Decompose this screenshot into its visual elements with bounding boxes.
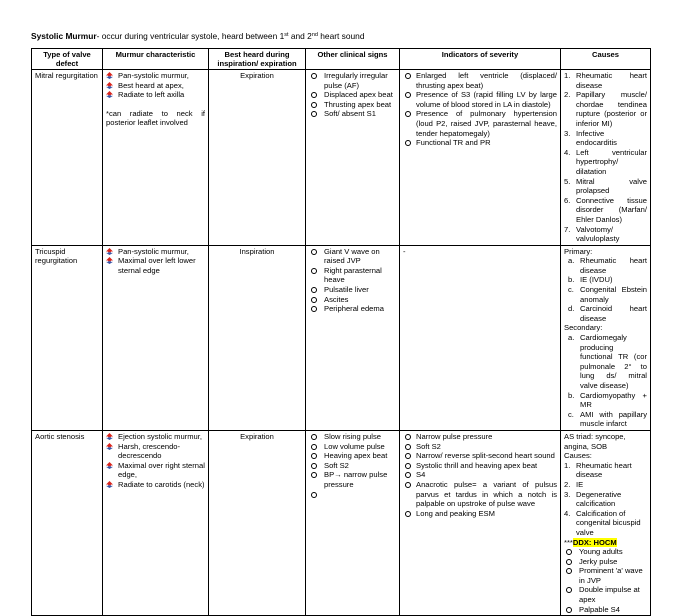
list-item-text: Cardiomegaly producing functional TR (cor pulmonale 2° to lung ds/ mitral valve disease)	[580, 333, 647, 390]
primary-label: Primary:	[564, 246, 593, 256]
list-item-text: Soft S2	[416, 441, 441, 451]
item-number: 4.	[564, 508, 571, 518]
bullet-list	[403, 71, 557, 148]
list-item-text: Right parasternal heave	[324, 265, 382, 285]
item-number: 2.	[564, 90, 571, 100]
list-item	[106, 442, 205, 461]
bullet-arrow-icon	[106, 433, 113, 440]
list-item-text: Maximal over left lower sternal edge	[118, 256, 196, 275]
list-item	[564, 148, 647, 177]
list-item	[106, 90, 205, 100]
bullet-arrow-icon	[106, 443, 113, 450]
list-item	[403, 509, 557, 519]
bullet-arrow-icon	[106, 72, 113, 79]
list-item	[106, 461, 205, 480]
list-item-text: Palpable S4	[579, 604, 620, 614]
list-item	[106, 256, 205, 275]
list-item	[309, 295, 396, 305]
header-cell: Type of valve defect	[32, 49, 103, 70]
list-item	[106, 432, 205, 442]
list-item-text: Maximal over right sternal edge,	[118, 460, 205, 480]
list-item	[309, 490, 396, 500]
defect-cell: Aortic stenosis	[32, 430, 103, 615]
lettered-list	[564, 333, 647, 429]
table-row-mitral	[32, 70, 651, 246]
list-item-text: Narrow/ reverse split-second heart sound	[416, 451, 555, 461]
causes-label: Causes:	[564, 451, 592, 461]
list-item	[309, 432, 396, 442]
list-item-text: Rheumatic heart disease	[576, 460, 632, 480]
list-item-text: Connective tissue disorder (Marfan/ Ehler Danlos)	[576, 195, 647, 224]
bullet-circle-icon	[566, 607, 572, 613]
list-item-text: Papillary muscle/ chordae tendinea rupture (posterior or inferior MI)	[576, 90, 647, 128]
severity-cell	[400, 430, 561, 615]
list-item-text: Soft S2	[324, 460, 349, 470]
list-item	[106, 81, 205, 91]
bullet-circle-icon	[566, 559, 572, 565]
list-item	[564, 410, 647, 429]
list-item-text: Jerky pulse	[579, 556, 618, 566]
list-item-text: Young adults	[579, 547, 623, 557]
list-item-text: Ejection systolic murmur,	[118, 431, 202, 441]
list-item	[403, 138, 557, 148]
bullet-circle-icon	[566, 568, 572, 574]
bullet-circle-icon	[405, 453, 411, 459]
item-number: 1.	[564, 71, 571, 80]
item-number: 3.	[564, 489, 571, 499]
list-item	[564, 196, 647, 225]
bullet-circle-icon	[405, 444, 411, 450]
list-item	[403, 480, 557, 509]
list-item	[309, 304, 396, 314]
list-item	[309, 442, 396, 452]
header-cell: Indicators of severity	[400, 49, 561, 70]
list-item-text: Degenerative calcification	[576, 489, 622, 509]
list-item	[106, 480, 205, 490]
bullet-arrow-icon	[106, 462, 113, 469]
list-item-text: Low volume pulse	[324, 441, 385, 451]
bullet-circle-icon	[311, 472, 317, 478]
bullet-circle-icon	[311, 111, 317, 117]
list-item-text: Harsh, crescendo-decrescendo	[118, 441, 181, 461]
list-item	[564, 509, 647, 538]
list-item	[403, 71, 557, 90]
list-item	[564, 333, 647, 391]
list-item	[564, 285, 647, 304]
list-item-text: Ascites	[324, 294, 349, 304]
list-item-text: IE (IVDU)	[580, 275, 613, 285]
item-number: 6.	[564, 195, 571, 205]
bullet-circle-icon	[311, 249, 317, 255]
numbered-list	[564, 461, 647, 538]
list-item-text: Infective endocarditis	[576, 128, 617, 148]
list-item-text: Carcinoid heart disease	[580, 304, 647, 323]
header-cell: Best heard during inspiration/ expiration	[209, 49, 306, 70]
list-item-text: Calcification of congenital bicuspid valve	[576, 508, 641, 537]
bullet-circle-icon	[405, 472, 411, 478]
list-item-text: Prominent 'a' wave in JVP	[579, 566, 643, 585]
as-triad: AS triad: syncope, angina, SOB	[564, 431, 626, 451]
list-item-text	[324, 490, 326, 499]
list-item-text: Narrow pulse pressure	[416, 431, 493, 441]
header-row	[32, 49, 651, 70]
item-number: 5.	[564, 176, 571, 186]
list-item	[564, 90, 647, 128]
resp-cell: Expiration	[209, 70, 306, 246]
bullet-list	[106, 247, 205, 276]
bullet-circle-icon	[405, 463, 411, 469]
list-item-text: Cardiomyopathy + MR	[580, 390, 647, 410]
item-letter: a.	[568, 256, 575, 266]
list-item	[403, 432, 557, 442]
list-item-text: Anacrotic pulse= a variant of pulsus parvus et tardus in which a notch is palpable on upstroke of pulse wave	[416, 479, 557, 509]
bullet-circle-icon	[311, 434, 317, 440]
bullet-circle-icon	[311, 268, 317, 274]
list-item	[309, 71, 396, 90]
header-cell: Murmur characteristic	[103, 49, 209, 70]
list-item	[309, 470, 396, 489]
list-item	[309, 285, 396, 295]
bullet-list	[309, 71, 396, 119]
list-item-text: AMI with papillary muscle infarct	[580, 409, 647, 429]
bullet-circle-icon	[311, 306, 317, 312]
list-item	[309, 90, 396, 100]
bullet-circle-icon	[405, 511, 411, 517]
resp-cell: Expiration	[209, 430, 306, 615]
list-item	[106, 71, 205, 81]
list-item-text: Thrusting apex beat	[324, 99, 392, 109]
signs-cell	[306, 430, 400, 615]
list-item-text: Soft/ absent S1	[324, 109, 376, 119]
bullet-circle-icon	[405, 73, 411, 79]
causes-cell	[561, 245, 651, 430]
list-item	[309, 247, 396, 266]
bullet-circle-icon	[405, 434, 411, 440]
list-item-text: Presence of pulmonary hypertension (loud P2, raised JVP, parasternal heave, tender hepatomegaly)	[416, 109, 557, 138]
murmur-note: *can radiate to neck if posterior leaflet involved	[106, 108, 205, 128]
list-item-text: Radiate to carotids (neck)	[118, 479, 205, 489]
ddx-highlight: DDX: HOCM	[572, 537, 617, 547]
list-item	[564, 391, 647, 410]
list-item-text: Left ventricular hypertrophy/ dilatation	[576, 147, 647, 176]
bullet-circle-icon	[311, 92, 317, 98]
list-item	[564, 304, 647, 323]
numbered-list	[564, 71, 647, 244]
header-cell: Causes	[561, 49, 651, 70]
bullet-circle-icon	[405, 482, 411, 488]
list-item	[564, 461, 647, 480]
bullet-arrow-icon	[106, 481, 113, 488]
list-item	[106, 247, 205, 257]
list-item-text: Long and peaking ESM	[416, 508, 495, 518]
list-item	[564, 71, 647, 90]
list-item-text: Radiate to left axilla	[118, 90, 185, 100]
item-letter: a.	[568, 333, 575, 343]
list-item-text: Rheumatic heart disease	[576, 71, 647, 90]
list-item	[564, 490, 647, 509]
list-item	[564, 275, 647, 285]
list-item	[403, 461, 557, 471]
list-item-text: Functional TR and PR	[416, 138, 491, 148]
list-item-text: Presence of S3 (rapid filling LV by large volume of blood stored in LA in diastole)	[416, 90, 557, 109]
list-item-text: Pulsatile liver	[324, 285, 369, 295]
list-item	[564, 480, 647, 490]
list-item-text: Enlarged left ventricle (displaced/ thrusting apex beat)	[416, 71, 557, 90]
table-row-aortic	[32, 430, 651, 615]
list-item-text: Double impulse at apex	[579, 585, 640, 605]
bullet-circle-icon	[405, 92, 411, 98]
item-letter: b.	[568, 390, 575, 400]
ddx-line: ***DDX: HOCM	[564, 537, 617, 547]
bullet-circle-icon	[311, 297, 317, 303]
list-item-text: Peripheral edema	[324, 304, 384, 314]
list-item	[564, 566, 647, 585]
list-item	[564, 557, 647, 567]
item-letter: c.	[568, 285, 574, 295]
bullet-circle-icon	[566, 587, 572, 593]
bullet-list	[564, 547, 647, 614]
item-letter: b.	[568, 275, 575, 285]
list-item	[403, 470, 557, 480]
header-cell: Other clinical signs	[306, 49, 400, 70]
bullet-circle-icon	[311, 444, 317, 450]
item-number: 4.	[564, 147, 571, 157]
list-item-text: Pan-systolic murmur,	[118, 246, 189, 256]
list-item	[309, 266, 396, 285]
lettered-list	[564, 256, 647, 323]
bullet-arrow-icon	[106, 248, 113, 255]
bullet-circle-icon	[311, 463, 317, 469]
bullet-arrow-icon	[106, 82, 113, 89]
bullet-circle-icon	[566, 549, 572, 555]
list-item-text: Mitral valve prolapsed	[576, 176, 647, 196]
secondary-label: Secondary:	[564, 323, 603, 333]
list-item-text: Heaving apex beat	[324, 451, 388, 461]
bullet-arrow-icon	[106, 257, 113, 264]
list-item	[564, 256, 647, 275]
bullet-circle-icon	[311, 492, 317, 498]
bullet-circle-icon	[311, 102, 317, 108]
list-item-text: BP→ narrow pulse pressure	[324, 470, 388, 489]
list-item-text: Slow rising pulse	[324, 431, 381, 441]
list-item	[309, 100, 396, 110]
bullet-arrow-icon	[106, 91, 113, 98]
list-item	[564, 547, 647, 557]
item-number: 1.	[564, 460, 571, 470]
list-item	[403, 442, 557, 452]
item-letter: c.	[568, 409, 574, 419]
item-number: 3.	[564, 128, 571, 138]
list-item	[564, 605, 647, 615]
list-item-text: Best heard at apex,	[118, 80, 184, 90]
resp-cell: Inspiration	[209, 245, 306, 430]
murmur-cell	[103, 430, 209, 615]
item-number: 2.	[564, 479, 571, 489]
page-title: Systolic Murmur- occur during ventricular systole, heard between 1st and 2nd heart sound	[31, 31, 365, 41]
causes-cell	[561, 70, 651, 246]
list-item-text: IE	[576, 479, 584, 489]
severity-cell: -	[400, 245, 561, 430]
item-letter: d.	[568, 304, 575, 314]
table-row-tricuspid	[32, 245, 651, 430]
signs-cell	[306, 245, 400, 430]
list-item	[403, 109, 557, 138]
list-item-text: S4	[416, 470, 426, 480]
severity-cell	[400, 70, 561, 246]
bullet-circle-icon	[405, 111, 411, 117]
list-item-text: Rheumatic heart disease	[580, 256, 647, 275]
item-number: 7.	[564, 224, 571, 234]
list-item-text: Systolic thrill and heaving apex beat	[416, 460, 538, 470]
bullet-circle-icon	[311, 73, 317, 79]
bullet-list	[309, 247, 396, 314]
signs-cell	[306, 70, 400, 246]
list-item	[564, 585, 647, 604]
causes-cell	[561, 430, 651, 615]
bullet-circle-icon	[405, 140, 411, 146]
list-item	[564, 129, 647, 148]
murmur-cell	[103, 70, 209, 246]
list-item-text: Pan-systolic murmur,	[118, 71, 189, 80]
murmur-cell	[103, 245, 209, 430]
bullet-list	[106, 71, 205, 100]
list-item-text: Displaced apex beat	[324, 90, 393, 100]
bullet-list	[309, 432, 396, 499]
list-item	[309, 461, 396, 471]
list-item	[564, 177, 647, 196]
list-item	[309, 451, 396, 461]
list-item	[403, 90, 557, 109]
bullet-list	[403, 432, 557, 518]
list-item-text: Irregularly irregular pulse (AF)	[324, 71, 388, 90]
defect-cell: Tricuspid regurgitation	[32, 245, 103, 430]
bullet-circle-icon	[311, 453, 317, 459]
systolic-murmur-table	[31, 48, 651, 616]
list-item-text: Giant V wave on raised JVP	[324, 246, 380, 266]
list-item	[403, 451, 557, 461]
list-item-text: Valvotomy/ valvuloplasty	[576, 224, 620, 244]
list-item-text: Congenital Ebstein anomaly	[580, 285, 647, 304]
defect-cell: Mitral regurgitation	[32, 70, 103, 246]
list-item	[564, 225, 647, 244]
bullet-circle-icon	[311, 287, 317, 293]
list-item	[309, 109, 396, 119]
